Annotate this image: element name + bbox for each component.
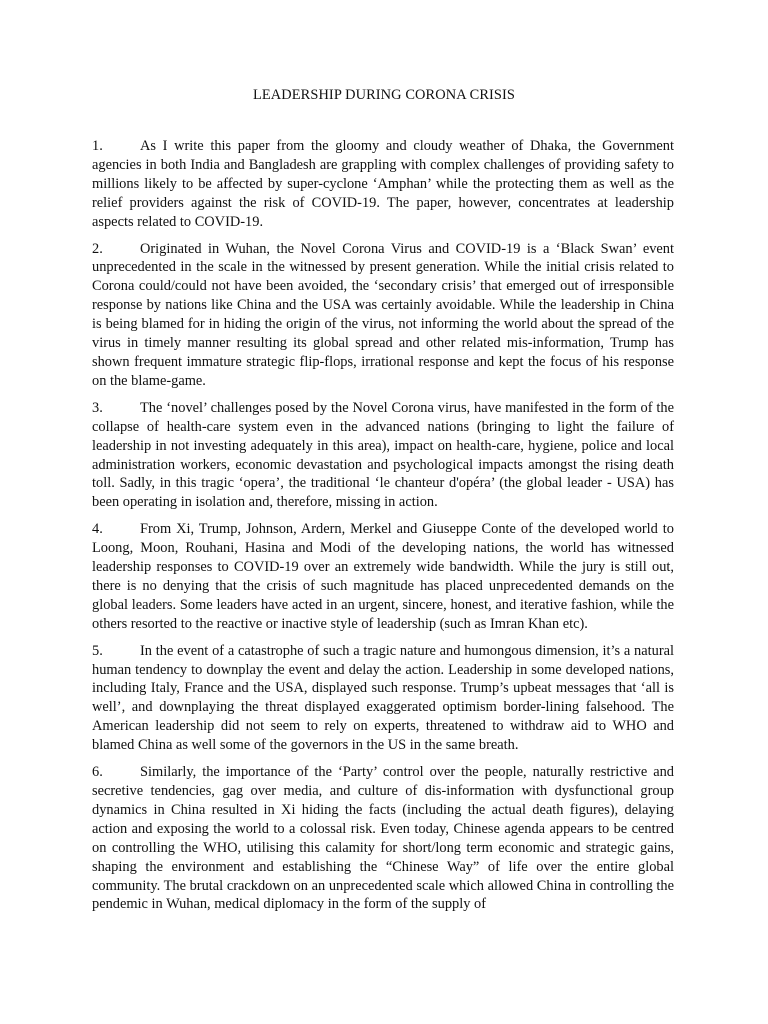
paragraph-text: Originated in Wuhan, the Novel Corona Virus and COVID-19 is a ‘Black Swan’ event unprecedented in the scale in the witnessed by present generation. While the initial crisis related to Corona could/could not have been avoided, the ‘secondary crisis’ that emerged out of irresponsible response by nations like China and the USA was certainly avoidable. While the leadership in China is being blamed for in hiding the origin of the virus, not informing the world about the spread of the virus in timely manner resulting its global spread and other related mis-information, Trump has shown frequent immature strategic flip-flops, irrational response and kept the focus of his response on the blame-game. [92, 240, 674, 389]
paragraph-number: 6. [92, 764, 103, 781]
paragraph-1 [92, 137, 674, 232]
paragraph-text: As I write this paper from the gloomy and cloudy weather of Dhaka, the Government agencies in both India and Bangladesh are grappling with complex challenges of providing safety to millions likely to be affected by super-cyclone ‘Amphan’ while the protecting them as well as the relief providers against the risk of COVID-19. The paper, however, concentrates at leadership aspects related to COVID-19. [92, 138, 674, 230]
document-body [92, 137, 674, 922]
paragraph-number: 2. [92, 240, 103, 257]
paragraph-number: 3. [92, 399, 103, 416]
paragraph-text: The ‘novel’ challenges posed by the Novel Corona virus, have manifested in the form of the collapse of health-care system even in the advanced nations (bringing to light the failure of leadership in not investing adequately in this area), impact on health-care, hygiene, police and local administration workers, economic devastation and psychological impacts amongst the rising death toll. Sadly, in this tragic ‘opera’, the traditional ‘le chanteur d'opéra’ (the global leader - USA) has been operating in isolation and, therefore, missing in action. [92, 399, 674, 511]
paragraph-4 [92, 520, 674, 633]
paragraph-text: From Xi, Trump, Johnson, Ardern, Merkel and Giuseppe Conte of the developed world to Loong, Moon, Rouhani, Hasina and Modi of the developing nations, the world has witnessed leadership responses to COVID-19 over an extremely wide bandwidth. While the jury is still out, there is no denying that the crisis of such magnitude has placed unprecedented demands on the global leaders. Some leaders have acted in an urgent, sincere, honest, and iterative fashion, while the others resorted to the reactive or inactive style of leadership (such as Imran Khan etc). [92, 521, 674, 632]
paragraph-3 [92, 399, 674, 512]
paragraph-6 [92, 763, 674, 914]
paragraph-text: Similarly, the importance of the ‘Party’ control over the people, naturally restrictive and secretive tendencies, gag over media, and culture of dis-information with dysfunctional group dynamics in China resulted in Xi hiding the facts (including the actual death figures), delaying action and exposing the world to a colossal risk. Even today, Chinese agenda appears to be centred on controlling the WHO, utilising this calamity for short/long term economic and strategic gains, shaping the environment and establishing the “Chinese Way” of life over the entire global community. The brutal crackdown on an unprecedented scale which allowed China in controlling the pendemic in Wuhan, medical diplomacy in the form of the supply of [92, 764, 674, 913]
paragraph-2 [92, 240, 674, 391]
paragraph-number: 5. [92, 642, 103, 659]
paragraph-number: 4. [92, 521, 103, 538]
paragraph-5 [92, 642, 674, 755]
document-title: LEADERSHIP DURING CORONA CRISIS [252, 87, 516, 103]
paragraph-text: In the event of a catastrophe of such a tragic nature and humongous dimension, it’s a natural human tendency to downplay the event and delay the action. Leadership in some developed nations, including Italy, France and the USA, displayed such response. Trump’s upbeat messages that ‘all is well’, and downplaying the threat displayed exaggerated optimism border-lining falsehood. The American leadership did not seem to rely on experts, threatened to withdraw aid to WHO and blamed China as well some of the governors in the US in the same breath. [92, 642, 674, 754]
paragraph-number: 1. [92, 138, 103, 154]
